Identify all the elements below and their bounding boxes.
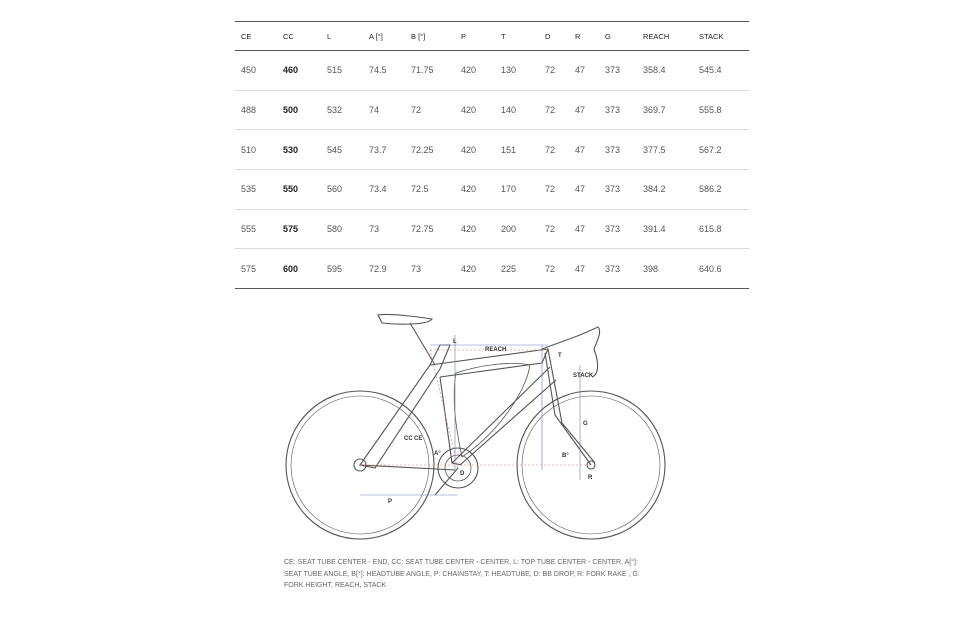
table-cell: 600 bbox=[277, 249, 321, 289]
table-row bbox=[235, 249, 749, 289]
label-ce: CE bbox=[414, 436, 423, 442]
table-cell: 151 bbox=[495, 130, 539, 170]
header-ce: CE bbox=[235, 22, 277, 51]
table-cell: 510 bbox=[235, 130, 277, 170]
table-cell: 72 bbox=[539, 90, 569, 130]
table-cell: 47 bbox=[569, 51, 599, 91]
table-body bbox=[235, 51, 749, 289]
table-cell: 420 bbox=[455, 130, 495, 170]
table-cell: 72.9 bbox=[363, 249, 405, 289]
table-cell: 72 bbox=[539, 249, 569, 289]
table-cell: 369.7 bbox=[637, 90, 693, 130]
label-r: R bbox=[588, 475, 593, 481]
table-cell: 373 bbox=[599, 51, 637, 91]
table-cell: 550 bbox=[277, 170, 321, 210]
table-cell: 47 bbox=[569, 90, 599, 130]
label-l: L bbox=[453, 339, 457, 345]
table-cell: 72 bbox=[539, 209, 569, 249]
header-r: R bbox=[569, 22, 599, 51]
table-cell: 580 bbox=[321, 209, 363, 249]
table-cell: 384.2 bbox=[637, 170, 693, 210]
table-cell: 575 bbox=[277, 209, 321, 249]
table-cell: 72.5 bbox=[405, 170, 455, 210]
table-cell: 225 bbox=[495, 249, 539, 289]
table-cell: 420 bbox=[455, 249, 495, 289]
label-g: G bbox=[583, 421, 588, 427]
table-cell: 47 bbox=[569, 209, 599, 249]
label-cc: CC bbox=[404, 436, 413, 442]
table-cell: 73.7 bbox=[363, 130, 405, 170]
table-cell: 555.8 bbox=[693, 90, 749, 130]
table-cell: 74 bbox=[363, 90, 405, 130]
table-cell: 450 bbox=[235, 51, 277, 91]
table-cell: 586.2 bbox=[693, 170, 749, 210]
table-cell: 595 bbox=[321, 249, 363, 289]
table-cell: 170 bbox=[495, 170, 539, 210]
label-reach: REACH bbox=[485, 347, 507, 353]
label-d: D bbox=[460, 471, 465, 477]
header-reach: REACH bbox=[637, 22, 693, 51]
table-cell: 460 bbox=[277, 51, 321, 91]
table-cell: 640.6 bbox=[693, 249, 749, 289]
table-cell: 72 bbox=[539, 170, 569, 210]
table-cell: 420 bbox=[455, 51, 495, 91]
label-p: P bbox=[388, 499, 393, 505]
table-cell: 71.75 bbox=[405, 51, 455, 91]
table-cell: 73 bbox=[363, 209, 405, 249]
table-cell: 72 bbox=[539, 130, 569, 170]
table-cell: 575 bbox=[235, 249, 277, 289]
table-cell: 373 bbox=[599, 249, 637, 289]
table-cell: 532 bbox=[321, 90, 363, 130]
label-b: B° bbox=[562, 453, 569, 459]
header-cc: CC bbox=[277, 22, 321, 51]
bike-geometry-diagram bbox=[280, 305, 680, 550]
header-b: B [°] bbox=[405, 22, 455, 51]
label-a: A° bbox=[434, 451, 441, 457]
table-cell: 391.4 bbox=[637, 209, 693, 249]
geometry-table bbox=[235, 21, 749, 289]
table-cell: 515 bbox=[321, 51, 363, 91]
header-g: G bbox=[599, 22, 637, 51]
table-cell: 73 bbox=[405, 249, 455, 289]
table-cell: 555 bbox=[235, 209, 277, 249]
header-a: A [°] bbox=[363, 22, 405, 51]
table-cell: 500 bbox=[277, 90, 321, 130]
table-cell: 420 bbox=[455, 90, 495, 130]
table-cell: 47 bbox=[569, 130, 599, 170]
table-cell: 530 bbox=[277, 130, 321, 170]
table-cell: 488 bbox=[235, 90, 277, 130]
table-cell: 200 bbox=[495, 209, 539, 249]
table-cell: 535 bbox=[235, 170, 277, 210]
saddle bbox=[378, 314, 432, 324]
header-stack: STACK bbox=[693, 22, 749, 51]
table-row bbox=[235, 51, 749, 91]
table-cell: 47 bbox=[569, 170, 599, 210]
header-p: P bbox=[455, 22, 495, 51]
table-cell: 545.4 bbox=[693, 51, 749, 91]
table-cell: 140 bbox=[495, 90, 539, 130]
table-cell: 47 bbox=[569, 249, 599, 289]
table-row bbox=[235, 209, 749, 249]
table-cell: 377.5 bbox=[637, 130, 693, 170]
table-cell: 373 bbox=[599, 209, 637, 249]
table-row bbox=[235, 130, 749, 170]
handlebar bbox=[542, 327, 600, 377]
table-cell: 74.5 bbox=[363, 51, 405, 91]
table-cell: 545 bbox=[321, 130, 363, 170]
table-cell: 373 bbox=[599, 90, 637, 130]
header-l: L bbox=[321, 22, 363, 51]
table-cell: 420 bbox=[455, 170, 495, 210]
table-cell: 130 bbox=[495, 51, 539, 91]
table-cell: 420 bbox=[455, 209, 495, 249]
table-cell: 72.25 bbox=[405, 130, 455, 170]
table-header-row bbox=[235, 22, 749, 51]
table-cell: 567.2 bbox=[693, 130, 749, 170]
table-cell: 560 bbox=[321, 170, 363, 210]
label-t: T bbox=[558, 353, 562, 359]
table-cell: 72 bbox=[539, 51, 569, 91]
label-stack: STACK bbox=[573, 373, 594, 379]
table-cell: 73.4 bbox=[363, 170, 405, 210]
table-cell: 398 bbox=[637, 249, 693, 289]
header-t: T bbox=[495, 22, 539, 51]
table-row bbox=[235, 170, 749, 210]
table-cell: 72 bbox=[405, 90, 455, 130]
table-cell: 358.4 bbox=[637, 51, 693, 91]
table-cell: 615.8 bbox=[693, 209, 749, 249]
table-cell: 373 bbox=[599, 170, 637, 210]
table-cell: 72.75 bbox=[405, 209, 455, 249]
table-cell: 373 bbox=[599, 130, 637, 170]
geometry-legend: CE: SEAT TUBE CENTER - END, CC: SEAT TUBE CENTER - CENTER, L: TOP TUBE CENTER - CENTER, A[°]: SEAT TUBE ANGLE, B[°]: HEADTUBE ANGLE, P: CHAINSTAY, T: HEADTUBE, D: BB DROP, R: FORK RAKE , G: FORK HEIGHT, REACH, STACK bbox=[284, 559, 640, 589]
table-row bbox=[235, 90, 749, 130]
header-d: D bbox=[539, 22, 569, 51]
